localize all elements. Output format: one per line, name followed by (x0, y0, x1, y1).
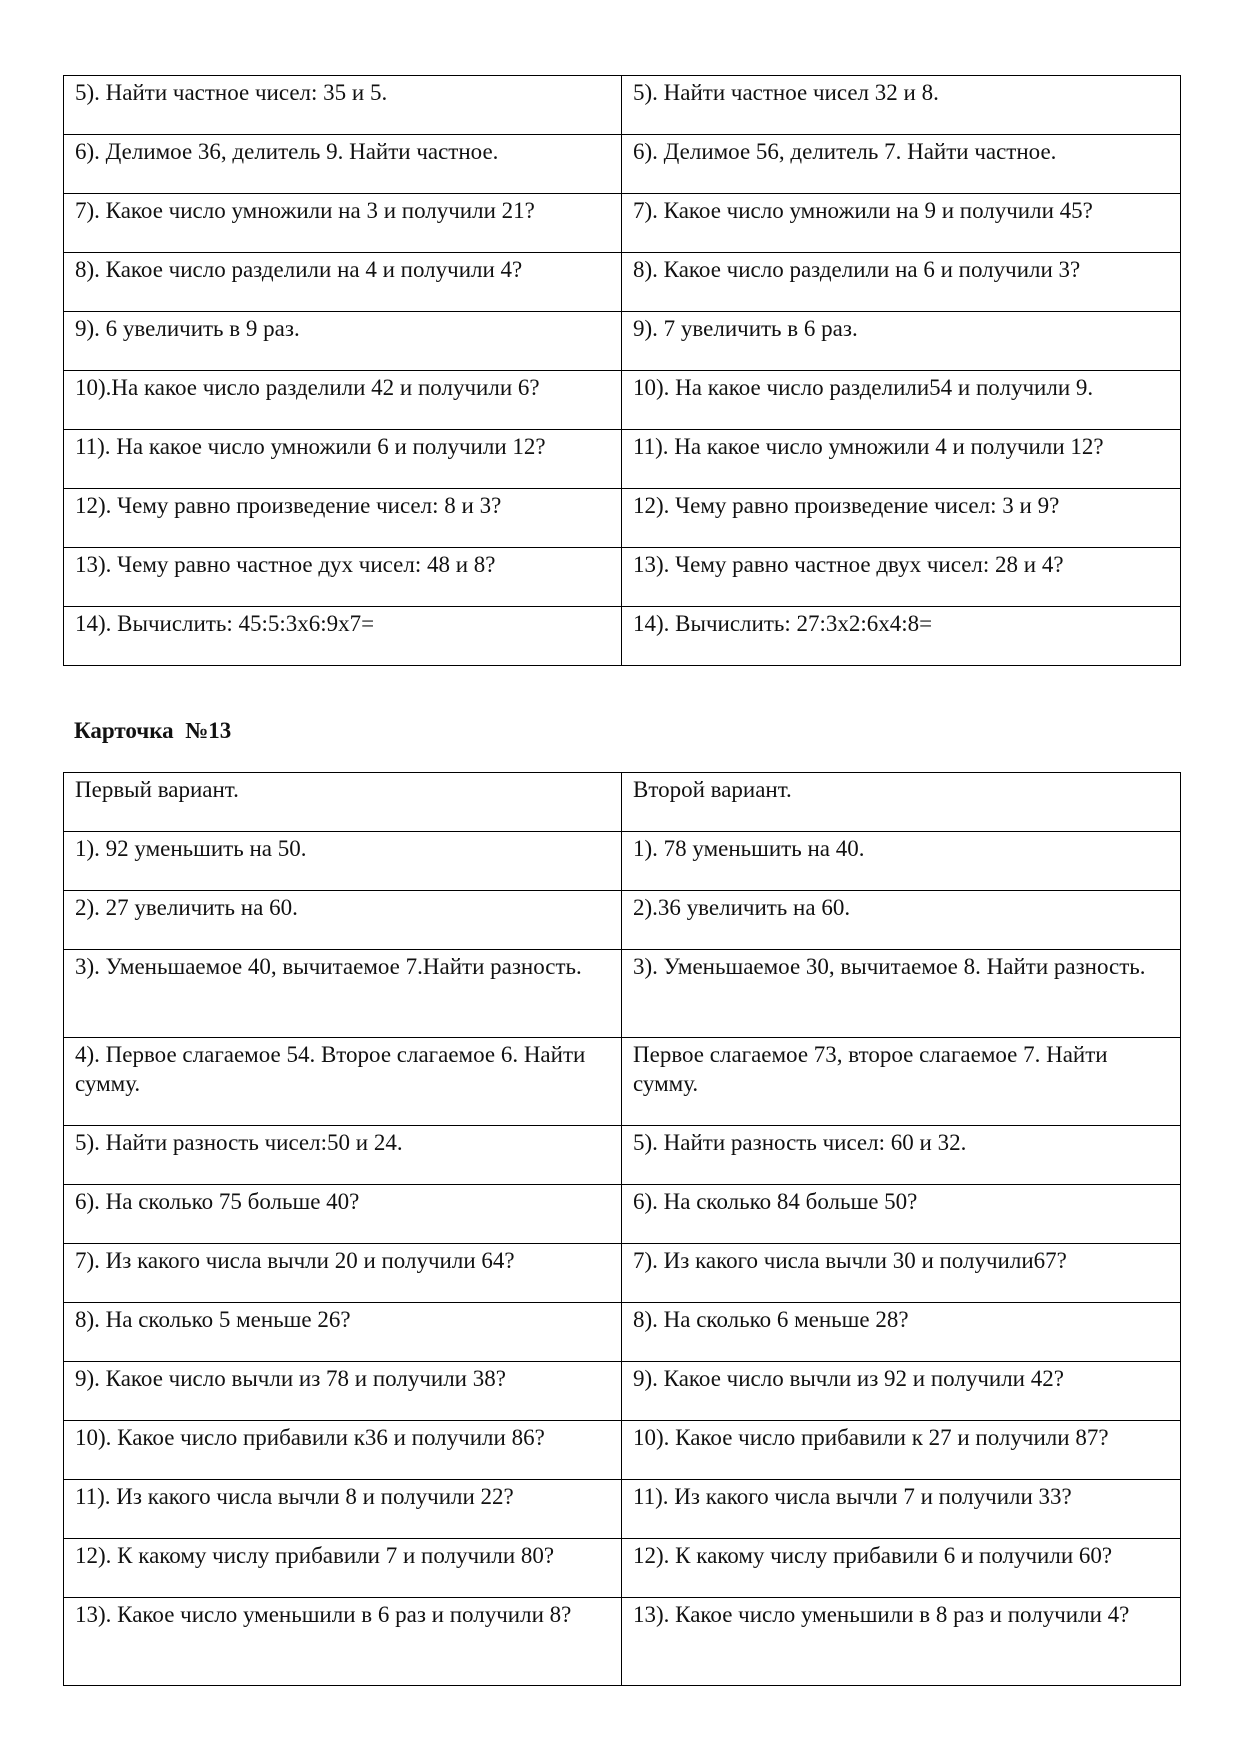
task-cell-variant-2: 12). К какому числу прибавили 6 и получили 60? (622, 1539, 1181, 1598)
task-cell-variant-2: 9). Какое число вычли из 92 и получили 42? (622, 1362, 1181, 1421)
table-row (64, 1038, 1181, 1126)
task-cell-variant-1: 12). Чему равно произведение чисел: 8 и 3? (64, 489, 622, 548)
table-row (64, 607, 1181, 666)
task-cell-variant-2: 2).36 увеличить на 60. (622, 891, 1181, 950)
task-cell-variant-2: 12). Чему равно произведение чисел: 3 и 9? (622, 489, 1181, 548)
table-row (64, 891, 1181, 950)
task-cell-variant-1: 10). Какое число прибавили к36 и получили 86? (64, 1421, 622, 1480)
task-cell-variant-1: 7). Из какого числа вычли 20 и получили 64? (64, 1244, 622, 1303)
task-cell-variant-2: 5). Найти разность чисел: 60 и 32. (622, 1126, 1181, 1185)
card-13-tasks-table (63, 772, 1181, 1686)
task-cell-variant-1: 5). Найти разность чисел:50 и 24. (64, 1126, 622, 1185)
table-row (64, 489, 1181, 548)
task-cell-variant-2: 1). 78 уменьшить на 40. (622, 832, 1181, 891)
task-cell-variant-1: 11). Из какого числа вычли 8 и получили 22? (64, 1480, 622, 1539)
task-cell-variant-1: 6). На сколько 75 больше 40? (64, 1185, 622, 1244)
table-row (64, 1539, 1181, 1598)
task-cell-variant-1: 7). Какое число умножили на 3 и получили 21? (64, 194, 622, 253)
table-row (64, 1598, 1181, 1686)
task-cell-variant-1: 2). 27 увеличить на 60. (64, 891, 622, 950)
task-cell-variant-1: 5). Найти частное чисел: 35 и 5. (64, 76, 622, 135)
task-cell-variant-2: 6). На сколько 84 больше 50? (622, 1185, 1181, 1244)
task-cell-variant-1: 1). 92 уменьшить на 50. (64, 832, 622, 891)
task-cell-variant-2: 6). Делимое 56, делитель 7. Найти частное. (622, 135, 1181, 194)
table-header-row (64, 773, 1181, 832)
table-row (64, 548, 1181, 607)
task-cell-variant-2: 7). Какое число умножили на 9 и получили 45? (622, 194, 1181, 253)
table-row (64, 1480, 1181, 1539)
variant-1-header: Первый вариант. (64, 773, 622, 832)
table-row (64, 253, 1181, 312)
table-row (64, 312, 1181, 371)
task-cell-variant-2: 10). Какое число прибавили к 27 и получили 87? (622, 1421, 1181, 1480)
table-row (64, 430, 1181, 489)
table-row (64, 1244, 1181, 1303)
task-cell-variant-2: 8). Какое число разделили на 6 и получили 3? (622, 253, 1181, 312)
task-cell-variant-2: 3). Уменьшаемое 30, вычитаемое 8. Найти разность. (622, 950, 1181, 1038)
task-cell-variant-1: 8). Какое число разделили на 4 и получили 4? (64, 253, 622, 312)
task-cell-variant-1: 9). Какое число вычли из 78 и получили 38? (64, 1362, 622, 1421)
task-cell-variant-2: 9). 7 увеличить в 6 раз. (622, 312, 1181, 371)
card-title: Карточка №13 (74, 718, 232, 743)
table-row (64, 1185, 1181, 1244)
task-cell-variant-2: 10). На какое число разделили54 и получили 9. (622, 371, 1181, 430)
table-row (64, 371, 1181, 430)
table-row (64, 76, 1181, 135)
task-cell-variant-1: 8). На сколько 5 меньше 26? (64, 1303, 622, 1362)
task-cell-variant-1: 6). Делимое 36, делитель 9. Найти частное. (64, 135, 622, 194)
task-cell-variant-2: 8). На сколько 6 меньше 28? (622, 1303, 1181, 1362)
variant-2-header: Второй вариант. (622, 773, 1181, 832)
task-cell-variant-1: 13). Чему равно частное дух чисел: 48 и 8? (64, 548, 622, 607)
table-row (64, 832, 1181, 891)
task-cell-variant-1: 13). Какое число уменьшили в 6 раз и получили 8? (64, 1598, 622, 1686)
table-row (64, 194, 1181, 253)
task-cell-variant-2: 13). Какое число уменьшили в 8 раз и получили 4? (622, 1598, 1181, 1686)
task-cell-variant-2: 7). Из какого числа вычли 30 и получили67? (622, 1244, 1181, 1303)
task-cell-variant-2: 11). На какое число умножили 4 и получили 12? (622, 430, 1181, 489)
table-row (64, 1303, 1181, 1362)
task-cell-variant-1: 3). Уменьшаемое 40, вычитаемое 7.Найти разность. (64, 950, 622, 1038)
task-cell-variant-2: 11). Из какого числа вычли 7 и получили 33? (622, 1480, 1181, 1539)
task-cell-variant-1: 11). На какое число умножили 6 и получили 12? (64, 430, 622, 489)
table-row (64, 1126, 1181, 1185)
task-cell-variant-2: 5). Найти частное чисел 32 и 8. (622, 76, 1181, 135)
task-cell-variant-1: 4). Первое слагаемое 54. Второе слагаемое 6. Найти сумму. (64, 1038, 622, 1126)
table-row (64, 950, 1181, 1038)
table-row (64, 1362, 1181, 1421)
table-row (64, 135, 1181, 194)
table-row (64, 1421, 1181, 1480)
task-cell-variant-1: 12). К какому числу прибавили 7 и получили 80? (64, 1539, 622, 1598)
task-cell-variant-1: 9). 6 увеличить в 9 раз. (64, 312, 622, 371)
task-cell-variant-2: Первое слагаемое 73, второе слагаемое 7. Найти сумму. (622, 1038, 1181, 1126)
task-cell-variant-2: 14). Вычислить: 27:3х2:6х4:8= (622, 607, 1181, 666)
task-cell-variant-2: 13). Чему равно частное двух чисел: 28 и 4? (622, 548, 1181, 607)
task-cell-variant-1: 10).На какое число разделили 42 и получили 6? (64, 371, 622, 430)
card-12-tasks-table (63, 75, 1181, 666)
task-cell-variant-1: 14). Вычислить: 45:5:3х6:9х7= (64, 607, 622, 666)
